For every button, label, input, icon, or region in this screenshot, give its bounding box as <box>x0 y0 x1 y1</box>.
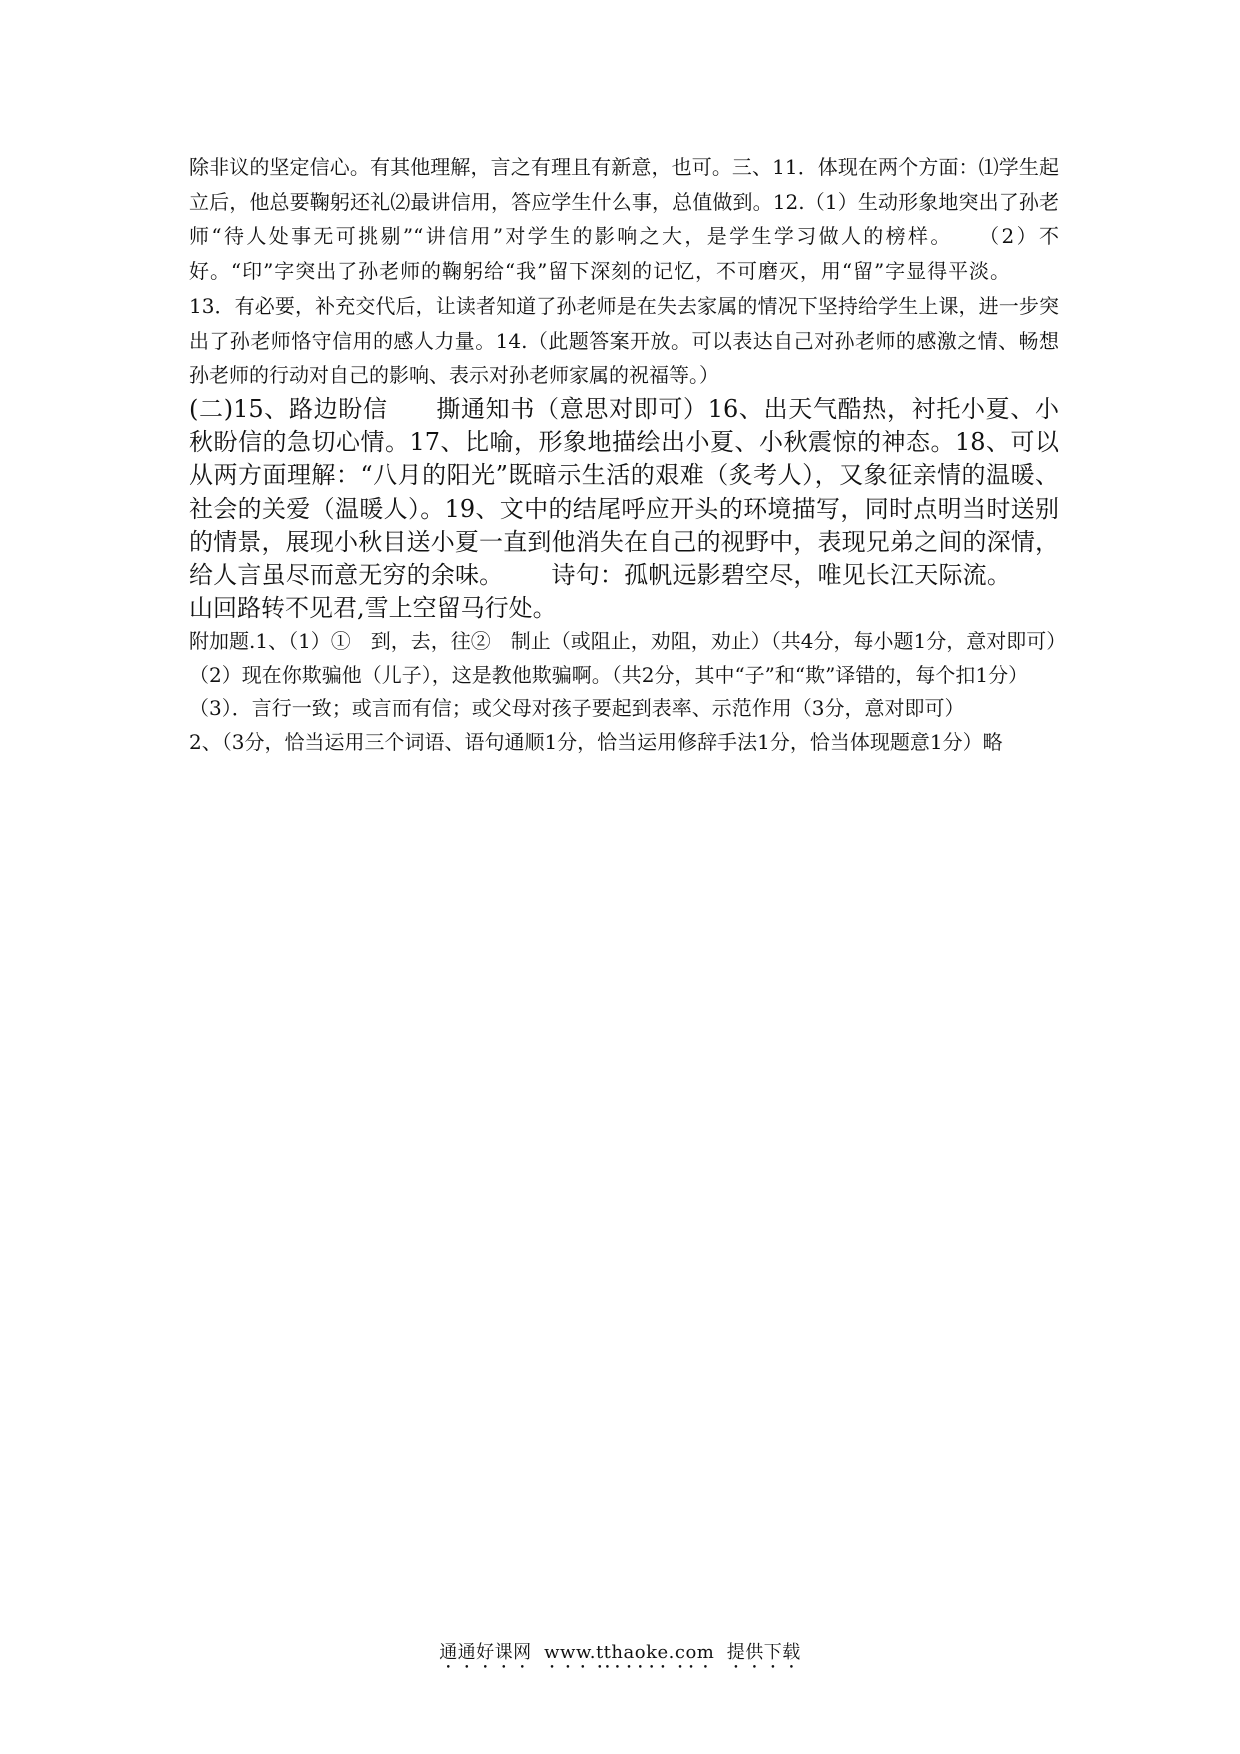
footer-site-name: 通通好课网 <box>439 1642 532 1663</box>
answers-part2-poem2: 山回路转不见君,雪上空留马行处。 <box>189 594 557 623</box>
answers-part1-seg3: 13．有必要，补充交代后，让读者知道了孙老师是在失去家属的情况下坚持给学生上课，进一步突出了孙老师恪守信用的感人力量。14.（此题答案开放。可以表达自己对孙老师的感激之情、畅想孙老师的行动对自己的影响、表示对孙老师家属的祝福等。） <box>189 293 1059 388</box>
bonus-question-1-1: 附加题.1、（1）① 到，去，往② 制止（或阻止，劝阻，劝止）（共4分，每小题1分，意对即可） <box>189 629 1067 654</box>
footer-suffix: 提供下载 <box>726 1642 801 1663</box>
bonus-question-1-3: （3）．言行一致；或言而有信；或父母对孩子要起到表率、示范作用（3分，意对即可） <box>189 696 965 721</box>
answers-part2-seg2: 撕通知书（意思对即可）16、出天气酷热，衬托小夏、小秋盼信的急切心情。17、比喻，形象地描绘出小夏、小秋震惊的神态。18、可以从两方面理解：“八月的阳光”既暗示生活的艰难（炙考人），又象征亲情的温暖、社会的关爱（温暖人）。19、文中的结尾呼应开头的环境描写，同时点明当时送别的情景，展现小秋目送小夏一直到他消失在自己的视野中，表现兄弟之间的深情，给人言虽尽而意无穷的余味。 <box>189 394 1060 589</box>
answers-part1-seg1: 除非议的坚定信心。有其他理解，言之有理且有新意，也可。三、11．体现在两个方面：⑴学生起立后，他总要鞠躬还礼⑵最讲信用，答应学生什么事，总值做到。12.（1）生动形象地突出了孙老师“待人处事无可挑剔”“讲信用”对学生的影响之大，是学生学习做人的榜样。 <box>189 155 1059 249</box>
answers-part1-seg2: （2）不好。“印”字突出了孙老师的鞠躬给“我”留下深刻的记忆，不可磨灭，用“留”字显得平淡。 <box>189 224 1059 284</box>
answers-part2 <box>189 393 1059 625</box>
answers-part1 <box>189 150 1059 393</box>
bonus-question-1-2: （2）现在你欺骗他（儿子），这是教他欺骗啊。（共2分，其中“子”和“欺”译错的，每个扣1分） <box>189 662 1029 687</box>
answers-part2-poem1: 诗句：孤帆远影碧空尽，唯见长江天际流。 <box>551 560 1012 589</box>
footer-url[interactable]: www.tthaoke.com <box>544 1642 715 1663</box>
answers-part2-seg1: (二)15、路边盼信 <box>189 394 388 423</box>
page-footer <box>0 1638 1240 1673</box>
bonus-question-2: 2、（3分，恰当运用三个词语、语句通顺1分，恰当运用修辞手法1分，恰当体现题意1分）略 <box>189 729 1003 754</box>
answer-content <box>189 150 1067 759</box>
